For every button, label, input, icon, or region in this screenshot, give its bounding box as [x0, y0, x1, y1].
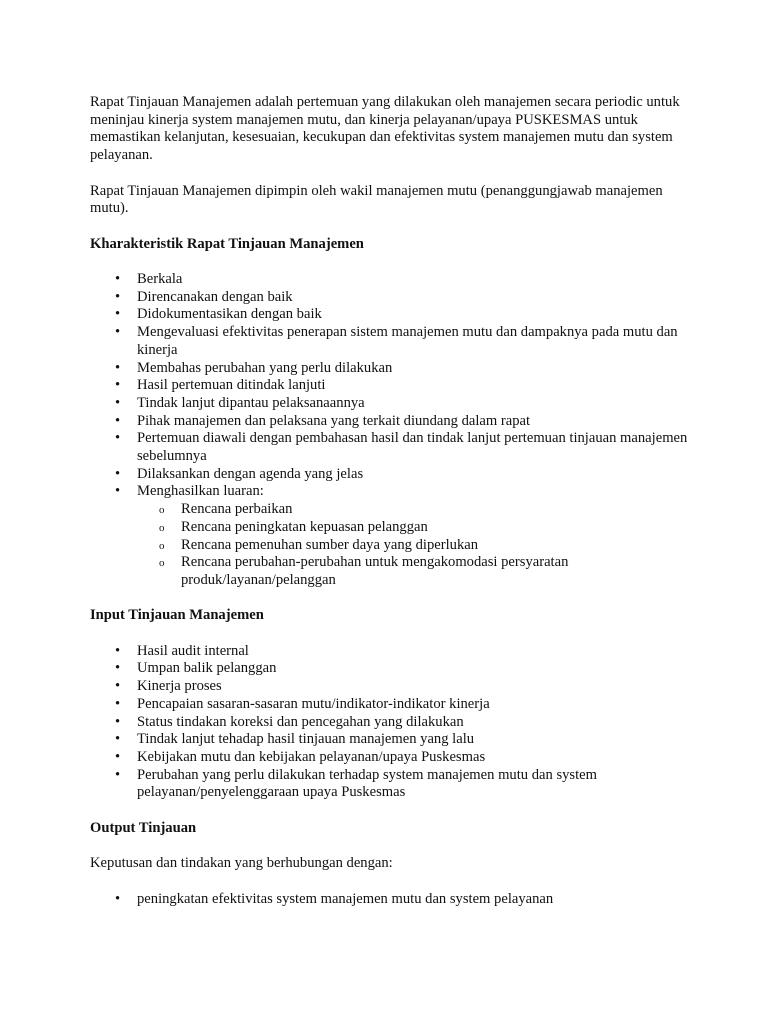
- input-heading: Input Tinjauan Manajemen: [90, 607, 264, 624]
- list-item: • Kinerja proses: [137, 678, 688, 696]
- output-heading: Output Tinjauan: [90, 819, 197, 836]
- list-item: • Tindak lanjut dipantau pelaksanaannya: [137, 395, 688, 413]
- sublist-item: o Rencana peningkatan kepuasan pelanggan: [181, 519, 688, 537]
- list-item-label: Menghasilkan luaran:: [137, 483, 264, 500]
- karakteristik-list: [90, 271, 688, 590]
- list-item: • Kebijakan mutu dan kebijakan pelayanan/upaya Puskesmas: [137, 749, 688, 767]
- intro-paragraph-1: Rapat Tinjauan Manajemen adalah pertemuan yang dilakukan oleh manajemen secara periodic untuk meninjau kinerja system manajemen mutu, dan kinerja pelayanan/upaya PUSKESMAS untuk memastikan kelanjutan, kesesuaian, kecukupan dan efektivitas system manajemen mutu dan system pelayanan.: [90, 94, 680, 164]
- list-item: • Berkala: [137, 271, 688, 289]
- list-item: • Dilaksankan dengan agenda yang jelas: [137, 466, 688, 484]
- list-item: • Umpan balik pelanggan: [137, 660, 688, 678]
- list-item: • Membahas perubahan yang perlu dilakukan: [137, 360, 688, 378]
- list-item: • Didokumentasikan dengan baik: [137, 306, 688, 324]
- output-intro: Keputusan dan tindakan yang berhubungan dengan:: [90, 855, 393, 872]
- list-item: • Tindak lanjut tehadap hasil tinjauan manajemen yang lalu: [137, 731, 688, 749]
- list-item: • Direncanakan dengan baik: [137, 289, 688, 307]
- list-item: • Hasil pertemuan ditindak lanjuti: [137, 377, 688, 395]
- sublist-item: o Rencana perbaikan: [181, 501, 688, 519]
- karakteristik-heading: Kharakteristik Rapat Tinjauan Manajemen: [90, 235, 364, 252]
- list-item: • Status tindakan koreksi dan pencegahan yang dilakukan: [137, 714, 688, 732]
- list-item: • Pencapaian sasaran-sasaran mutu/indikator-indikator kinerja: [137, 696, 688, 714]
- sublist-item: o Rencana pemenuhan sumber daya yang diperlukan: [181, 537, 688, 555]
- list-item: • peningkatan efektivitas system manajemen mutu dan system pelayanan: [137, 891, 688, 909]
- output-list: [90, 891, 688, 909]
- list-item: • Pertemuan diawali dengan pembahasan hasil dan tindak lanjut pertemuan tinjauan manajemen sebelumnya: [137, 430, 688, 465]
- intro-paragraph-2: Rapat Tinjauan Manajemen dipimpin oleh wakil manajemen mutu (penanggungjawab manajemen mutu).: [90, 182, 663, 217]
- luaran-sublist: [137, 501, 688, 590]
- list-item-luaran: [137, 483, 688, 589]
- list-item: • Perubahan yang perlu dilakukan terhadap system manajemen mutu dan system pelayanan/penyelenggaraan upaya Puskesmas: [137, 767, 688, 802]
- sublist-item: o Rencana perubahan-perubahan untuk mengakomodasi persyaratan produk/layanan/pelanggan: [181, 554, 688, 589]
- input-list: [90, 643, 688, 802]
- list-item: • Pihak manajemen dan pelaksana yang terkait diundang dalam rapat: [137, 413, 688, 431]
- list-item: • Hasil audit internal: [137, 643, 688, 661]
- list-item: • Mengevaluasi efektivitas penerapan sistem manajemen mutu dan dampaknya pada mutu dan kinerja: [137, 324, 688, 359]
